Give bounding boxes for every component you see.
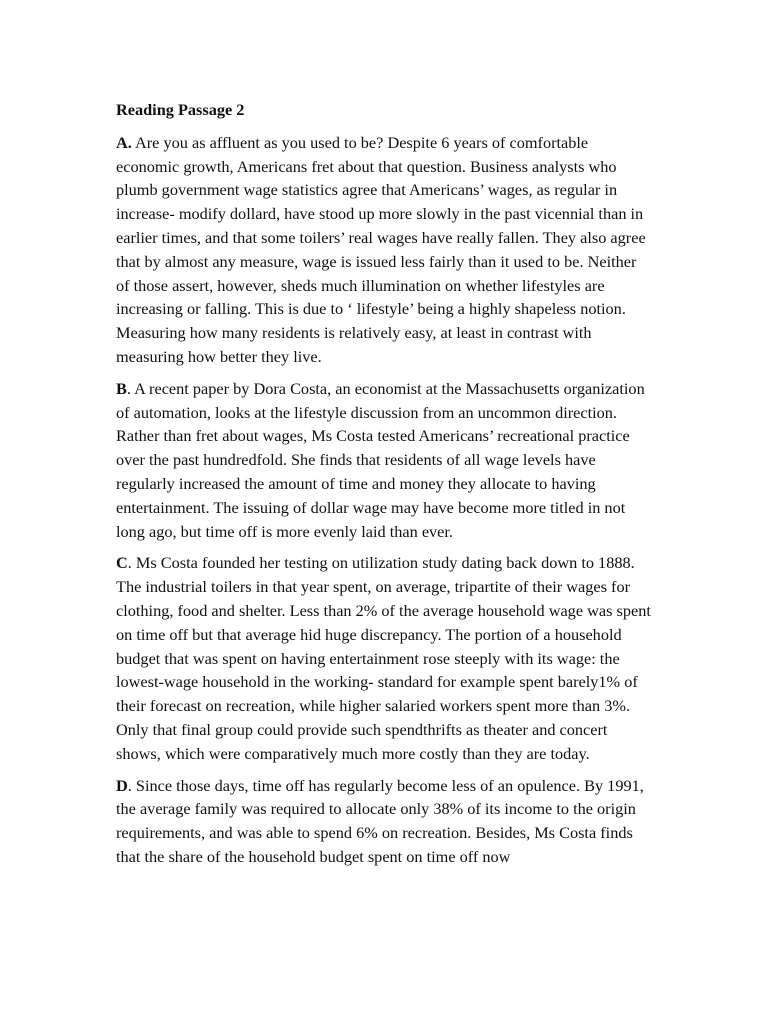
passage-heading: Reading Passage 2: [116, 100, 245, 119]
paragraph-b: [116, 377, 654, 544]
paragraph-text: . Since those days, time off has regularly become less of an opulence. By 1991, the average family was required to allocate only 38% of its income to the origin requirements, and was able to spend 6% on recreation. Besides, Ms Costa finds that the share of the household budget spent on time off now: [116, 775, 644, 866]
paragraph-letter: B: [116, 378, 127, 398]
paragraph-text: Are you as affluent as you used to be? Despite 6 years of comfortable economic growth, Americans fret about that question. Business analysts who plumb government wage statistics agree that Americans’ wages, as regular in increase- modify dollard, have stood up more slowly in the past vicennial than in earlier times, and that some toilers’ real wages have really fallen. They also agree that by almost any measure, wage is issued less fairly than it used to be. Neither of those assert, however, sheds much illumination on whether lifestyles are increasing or falling. This is due to ‘ lifestyle’ being a highly shapeless notion. Measuring how many residents is relatively easy, at least in contrast with measuring how better they live.: [116, 132, 646, 366]
paragraph-d: [116, 774, 654, 869]
document-page: [116, 98, 654, 877]
paragraph-c: [116, 551, 654, 765]
paragraph-a: [116, 131, 654, 369]
paragraph-letter: D: [116, 775, 128, 795]
paragraph-letter: A.: [116, 132, 132, 152]
paragraph-text: . Ms Costa founded her testing on utilization study dating back down to 1888. The industrial toilers in that year spent, on average, tripartite of their wages for clothing, food and shelter. Less than 2% of the average household wage was spent on time off but that average hid huge discrepancy. The portion of a household budget that was spent on having entertainment rose steeply with its wage: the lowest-wage household in the working- standard for example spent barely1% of their forecast on recreation, while higher salaried workers spent more than 3%. Only that final group could provide such spendthrifts as theater and concert shows, which were comparatively much more costly than they are today.: [116, 553, 651, 763]
paragraph-letter: C: [116, 553, 128, 573]
paragraph-text: . A recent paper by Dora Costa, an economist at the Massachusetts organization of automation, looks at the lifestyle discussion from an uncommon direction. Rather than fret about wages, Ms Costa tested Americans’ recreational practice over the past hundredfold. She finds that residents of all wage levels have regularly increased the amount of time and money they allocate to having entertainment. The issuing of dollar wage may have become more titled in not long ago, but time off is more evenly laid than ever.: [116, 378, 645, 541]
